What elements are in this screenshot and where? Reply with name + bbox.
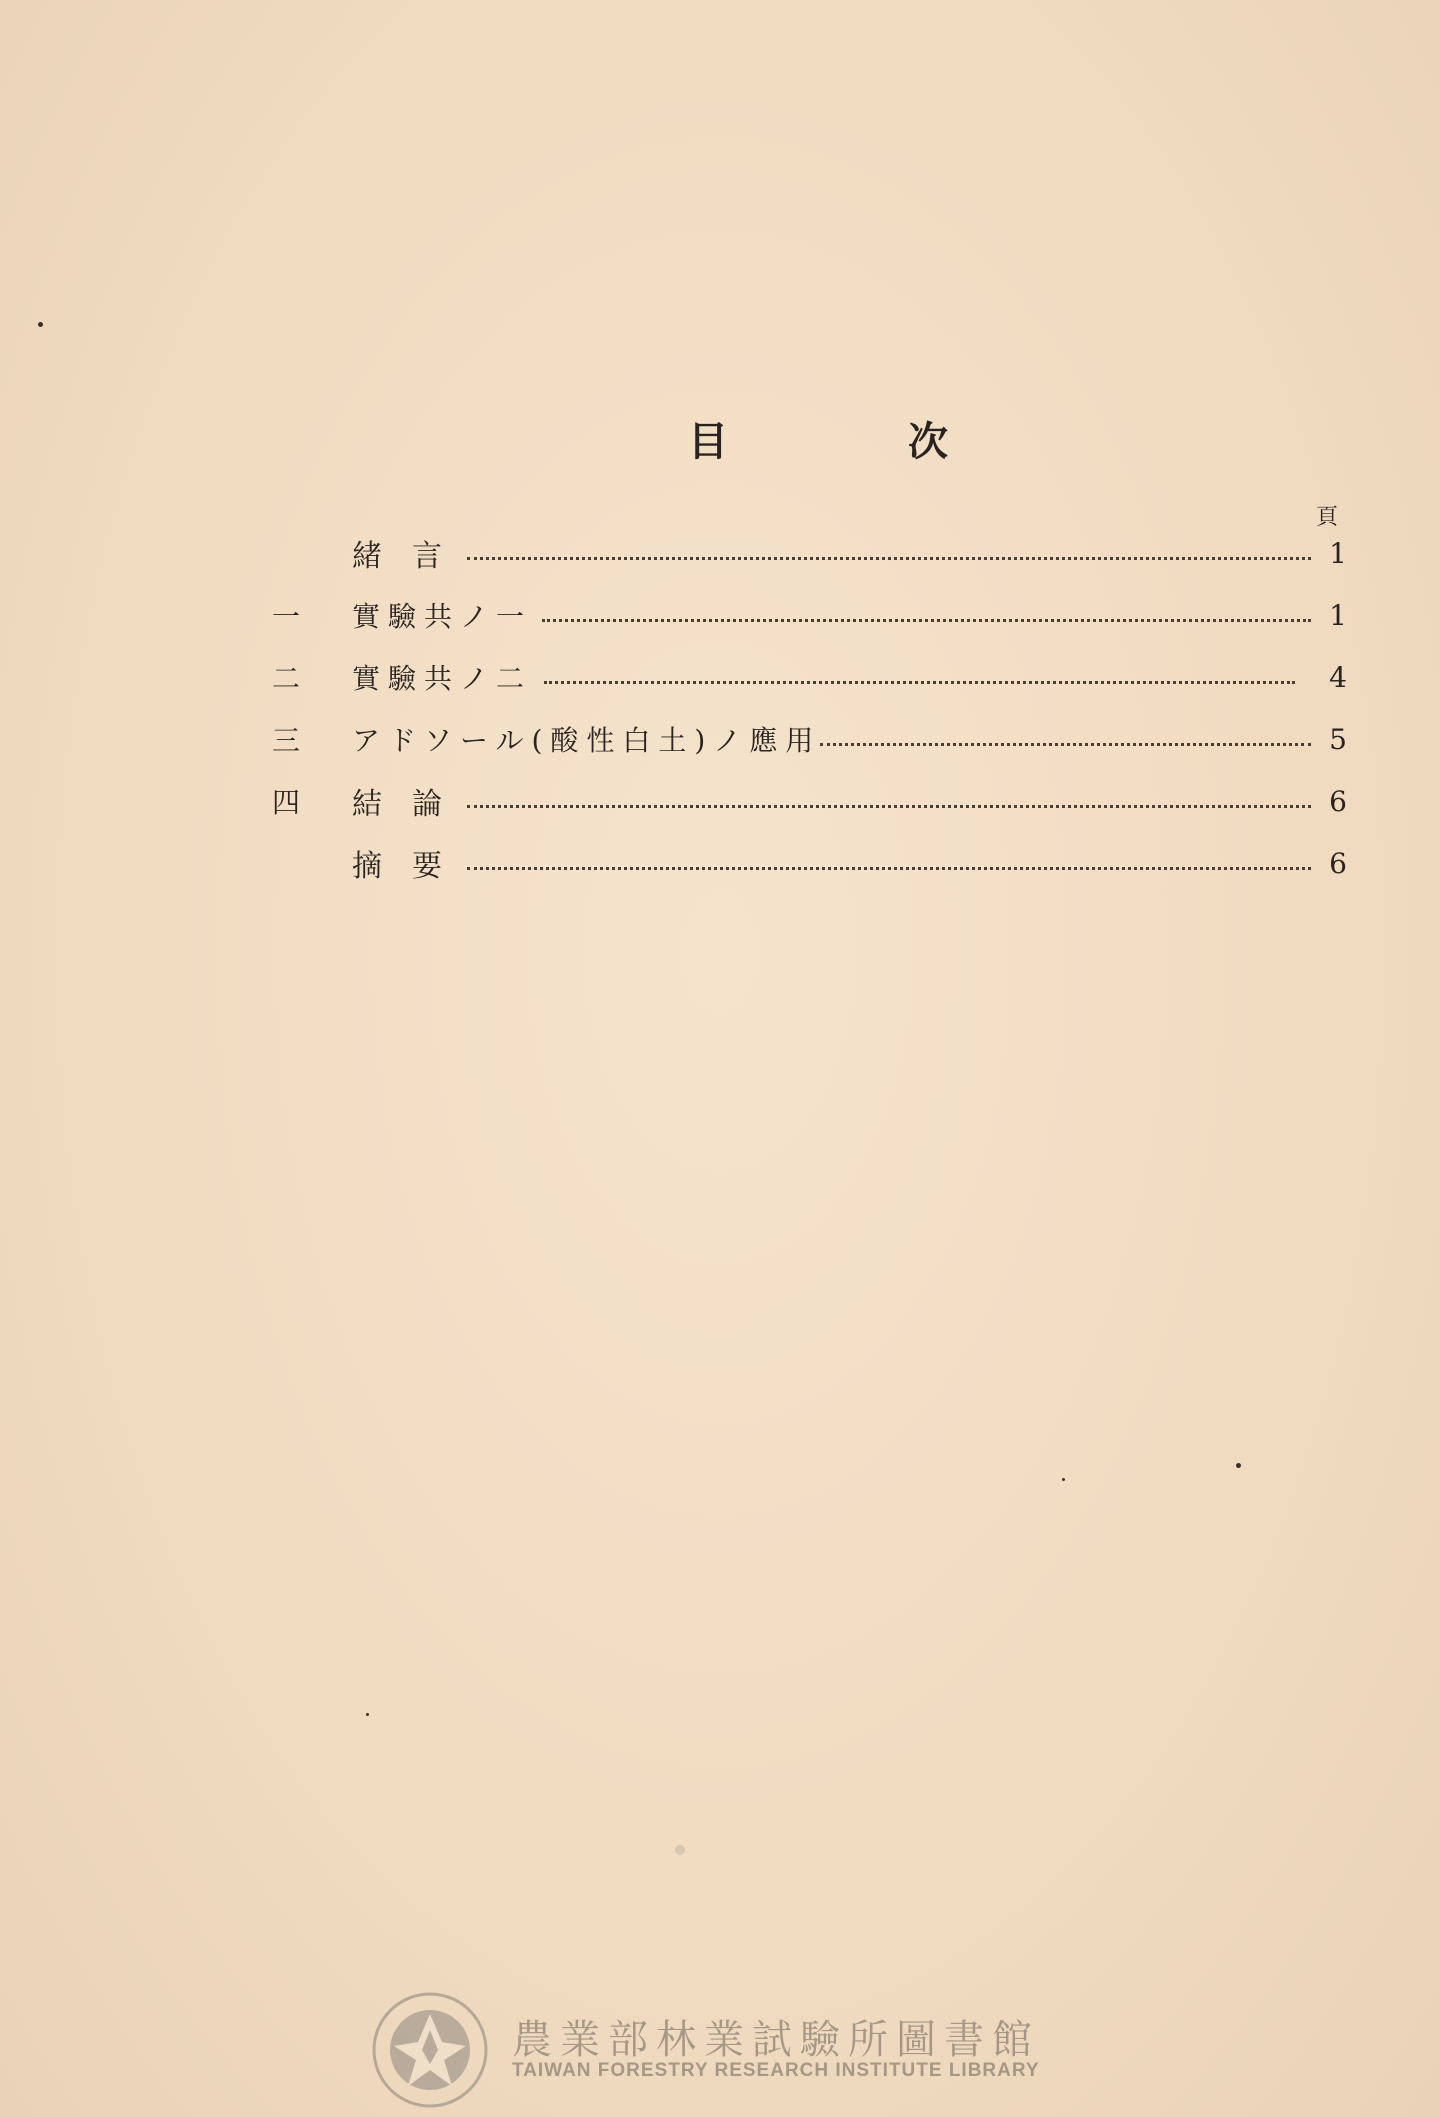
leader-dots xyxy=(820,743,1311,746)
library-name-zh: 農業部林業試驗所圖書館 xyxy=(512,2017,1040,2063)
scan-speck xyxy=(366,1713,369,1716)
toc-row-page: 1 xyxy=(1329,536,1347,570)
title-char-1: 目 xyxy=(688,418,728,465)
toc-row-page: 1 xyxy=(1329,598,1347,632)
toc-row-label: 緒言 xyxy=(352,539,472,574)
toc-row xyxy=(272,776,1347,826)
toc-row-label: 摘要 xyxy=(352,849,472,884)
toc-row-page: 5 xyxy=(1329,722,1347,756)
scan-speck xyxy=(1062,1478,1065,1481)
leader-dots xyxy=(544,681,1295,684)
toc-row xyxy=(272,714,1347,764)
toc-row-number: 一 xyxy=(272,600,301,633)
toc-row-page: 6 xyxy=(1329,846,1347,880)
leader-dots xyxy=(542,619,1311,622)
toc-row-label: アドソール(酸性白土)ノ應用 xyxy=(352,724,822,757)
title-char-2: 次 xyxy=(908,418,948,465)
leader-dots xyxy=(467,867,1311,870)
toc-row-number: 三 xyxy=(272,724,301,757)
toc-row xyxy=(272,528,1347,578)
leader-dots xyxy=(467,805,1311,808)
leader-dots xyxy=(467,557,1311,560)
scan-speck xyxy=(675,1845,685,1855)
library-name-en: TAIWAN FORESTRY RESEARCH INSTITUTE LIBRARY xyxy=(512,2060,1040,2081)
toc-row xyxy=(272,652,1347,702)
library-seal-icon xyxy=(370,1990,490,2110)
toc-row-label: 結論 xyxy=(352,787,472,822)
scan-speck xyxy=(38,322,43,327)
toc-row-page: 6 xyxy=(1329,784,1347,818)
toc-row xyxy=(272,838,1347,888)
toc-title xyxy=(688,410,948,467)
toc-row xyxy=(272,590,1347,640)
toc-row-number: 四 xyxy=(272,786,301,819)
toc-row-number: 二 xyxy=(272,662,301,695)
toc-row-page: 4 xyxy=(1329,660,1347,694)
toc-row-label: 實驗共ノ一 xyxy=(352,600,533,633)
scan-speck xyxy=(1236,1463,1241,1468)
page-column-heading: 頁 xyxy=(1316,505,1339,530)
library-watermark xyxy=(370,1990,1070,2110)
toc-row-label: 實驗共ノ二 xyxy=(352,662,533,695)
